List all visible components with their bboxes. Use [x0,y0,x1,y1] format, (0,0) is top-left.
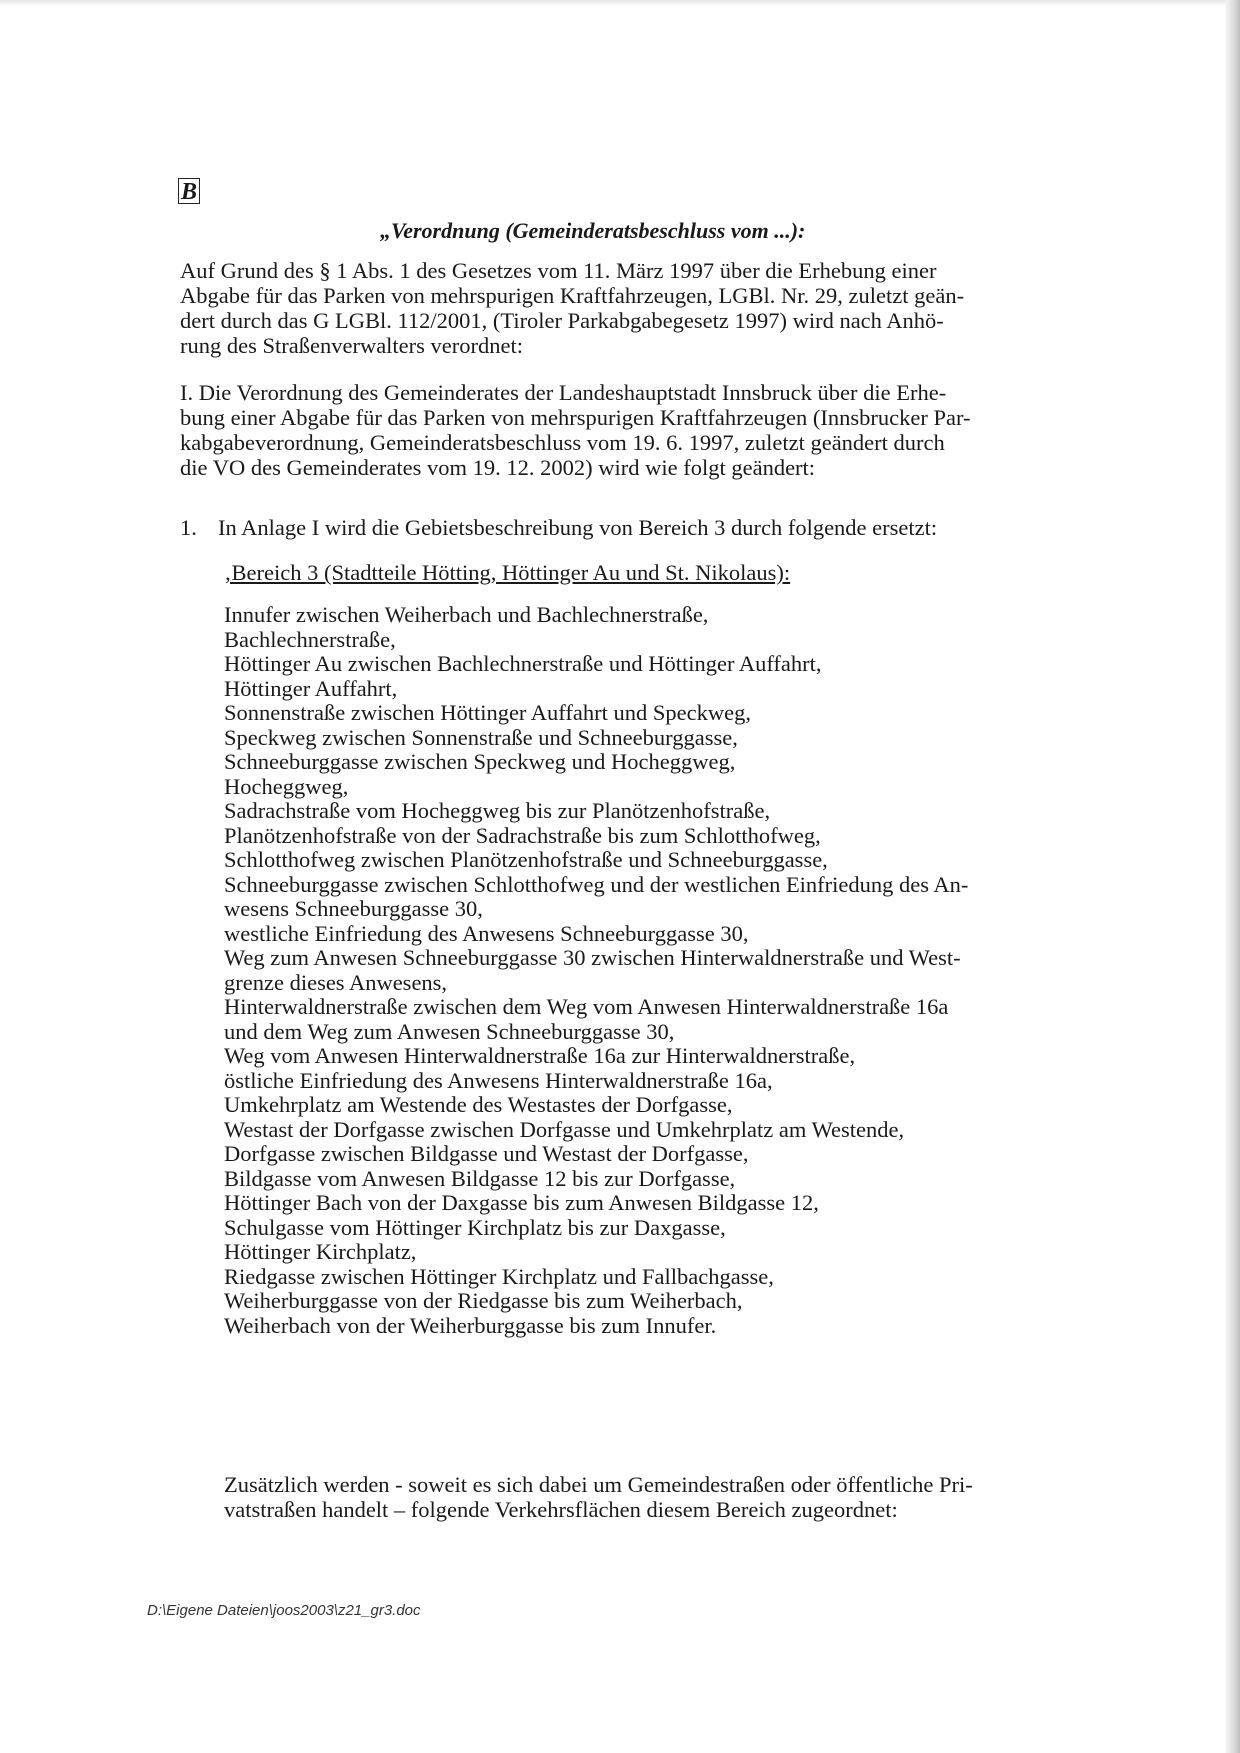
section-i-line: die VO des Gemeinderates vom 19. 12. 2002) wird wie folgt geändert: [180,455,816,480]
street-list [224,603,1084,1338]
footer-file-path: D:\Eigene Dateien\joos2003\z21_gr3.doc [147,1602,421,1619]
section-i-line: kabgabeverordnung, Gemeinderatsbeschluss vom 19. 6. 1997, zuletzt geändert durch [180,430,945,455]
street-line: Bachlechnerstraße, [224,626,396,652]
street-line: Westast der Dorfgasse zwischen Dorfgasse und Umkehrplatz am Westende, [224,1116,905,1142]
street-line: Hinterwaldnerstraße zwischen dem Weg vom Anwesen Hinterwaldnerstraße 16a [224,994,949,1019]
street-line: Höttinger Bach von der Daxgasse bis zum Anwesen Bildgasse 12, [224,1190,819,1215]
street-line: Höttinger Kirchplatz, [224,1239,417,1264]
intro-paragraph [180,258,1080,358]
street-line: grenze dieses Anwesens, [224,969,448,995]
street-line: Weiherburggasse von der Riedgasse bis zum Weiherbach, [224,1288,743,1313]
street-line: Schulgasse vom Höttinger Kirchplatz bis zur Daxgasse, [224,1214,726,1240]
street-line: Schneeburggasse zwischen Speckweg und Hocheggweg, [224,749,736,774]
street-line: wesens Schneeburggasse 30, [224,896,483,921]
street-line: Hocheggweg, [224,773,349,799]
scan-edge-top [0,0,1240,6]
list-item-1 [180,515,937,540]
section-i-paragraph [180,380,1080,480]
street-line: Umkehrplatz am Westende des Westastes der Dorfgasse, [224,1092,733,1117]
scan-edge-right [1226,0,1240,1753]
list-item-text: In Anlage I wird die Gebietsbeschreibung von Bereich 3 durch folgende ersetzt: [218,515,938,540]
street-line: Höttinger Au zwischen Bachlechnerstraße und Höttinger Auffahrt, [224,651,822,676]
street-line: Schlotthofweg zwischen Planötzenhofstraße und Schneeburggasse, [224,847,828,872]
street-line: Bildgasse vom Anwesen Bildgasse 12 bis zur Dorfgasse, [224,1165,736,1191]
section-i-line: I. Die Verordnung des Gemeinderates der Landeshauptstadt Innsbruck über die Erhe- [180,380,947,405]
street-line: Speckweg zwischen Sonnenstraße und Schneeburggasse, [224,724,738,750]
street-line: Höttinger Auffahrt, [224,675,398,701]
boxed-marker: B [178,178,200,204]
street-line: Weiherbach von der Weiherburggasse bis zum Innufer. [224,1312,717,1338]
list-item-number: 1. [180,515,197,540]
additional-paragraph [224,1472,1084,1522]
street-line: Dorfgasse zwischen Bildgasse und Westast der Dorfgasse, [224,1141,749,1166]
street-line: Innufer zwischen Weiherbach und Bachlechnerstraße, [224,602,709,627]
area-heading: ‚Bereich 3 (Stadtteile Hötting, Höttinger Au und St. Nikolaus): [224,560,791,585]
street-line: östliche Einfriedung des Anwesens Hinterwaldnerstraße 16a, [224,1067,773,1093]
intro-line: rung des Straßenverwalters verordnet: [180,333,524,358]
street-line: und dem Weg zum Anwesen Schneeburggasse 30, [224,1018,675,1044]
street-line: Weg zum Anwesen Schneeburggasse 30 zwischen Hinterwaldnerstraße und West- [224,945,961,970]
street-line: Schneeburggasse zwischen Schlotthofweg und der westlichen Einfriedung des An- [224,871,969,897]
additional-line: Zusätzlich werden - soweit es sich dabei um Gemeindestraßen oder öffentliche Pri- [224,1472,973,1497]
additional-line: vatstraßen handelt – folgende Verkehrsflächen diesem Bereich zugeordnet: [224,1497,898,1522]
street-line: Planötzenhofstraße von der Sadrachstraße bis zum Schlotthofweg, [224,822,821,848]
intro-line: Auf Grund des § 1 Abs. 1 des Gesetzes vom 11. März 1997 über die Erhebung einer [180,258,937,283]
street-line: Riedgasse zwischen Höttinger Kirchplatz und Fallbachgasse, [224,1263,774,1289]
street-line: Sadrachstraße vom Hocheggweg bis zur Planötzenhofstraße, [224,798,771,823]
intro-line: Abgabe für das Parken von mehrspurigen Kraftfahrzeugen, LGBl. Nr. 29, zuletzt geän- [180,283,965,308]
street-line: Weg vom Anwesen Hinterwaldnerstraße 16a zur Hinterwaldnerstraße, [224,1043,856,1068]
street-line: westliche Einfriedung des Anwesens Schneeburggasse 30, [224,920,749,946]
street-line: Sonnenstraße zwischen Höttinger Auffahrt und Speckweg, [224,700,751,725]
intro-line: dert durch das G LGBl. 112/2001, (Tiroler Parkabgabegesetz 1997) wird nach Anhö- [180,308,944,333]
ordinance-title: „Verordnung (Gemeinderatsbeschluss vom ...): [380,218,806,243]
section-i-line: bung einer Abgabe für das Parken von mehrspurigen Kraftfahrzeugen (Innsbrucker Par- [180,405,971,430]
